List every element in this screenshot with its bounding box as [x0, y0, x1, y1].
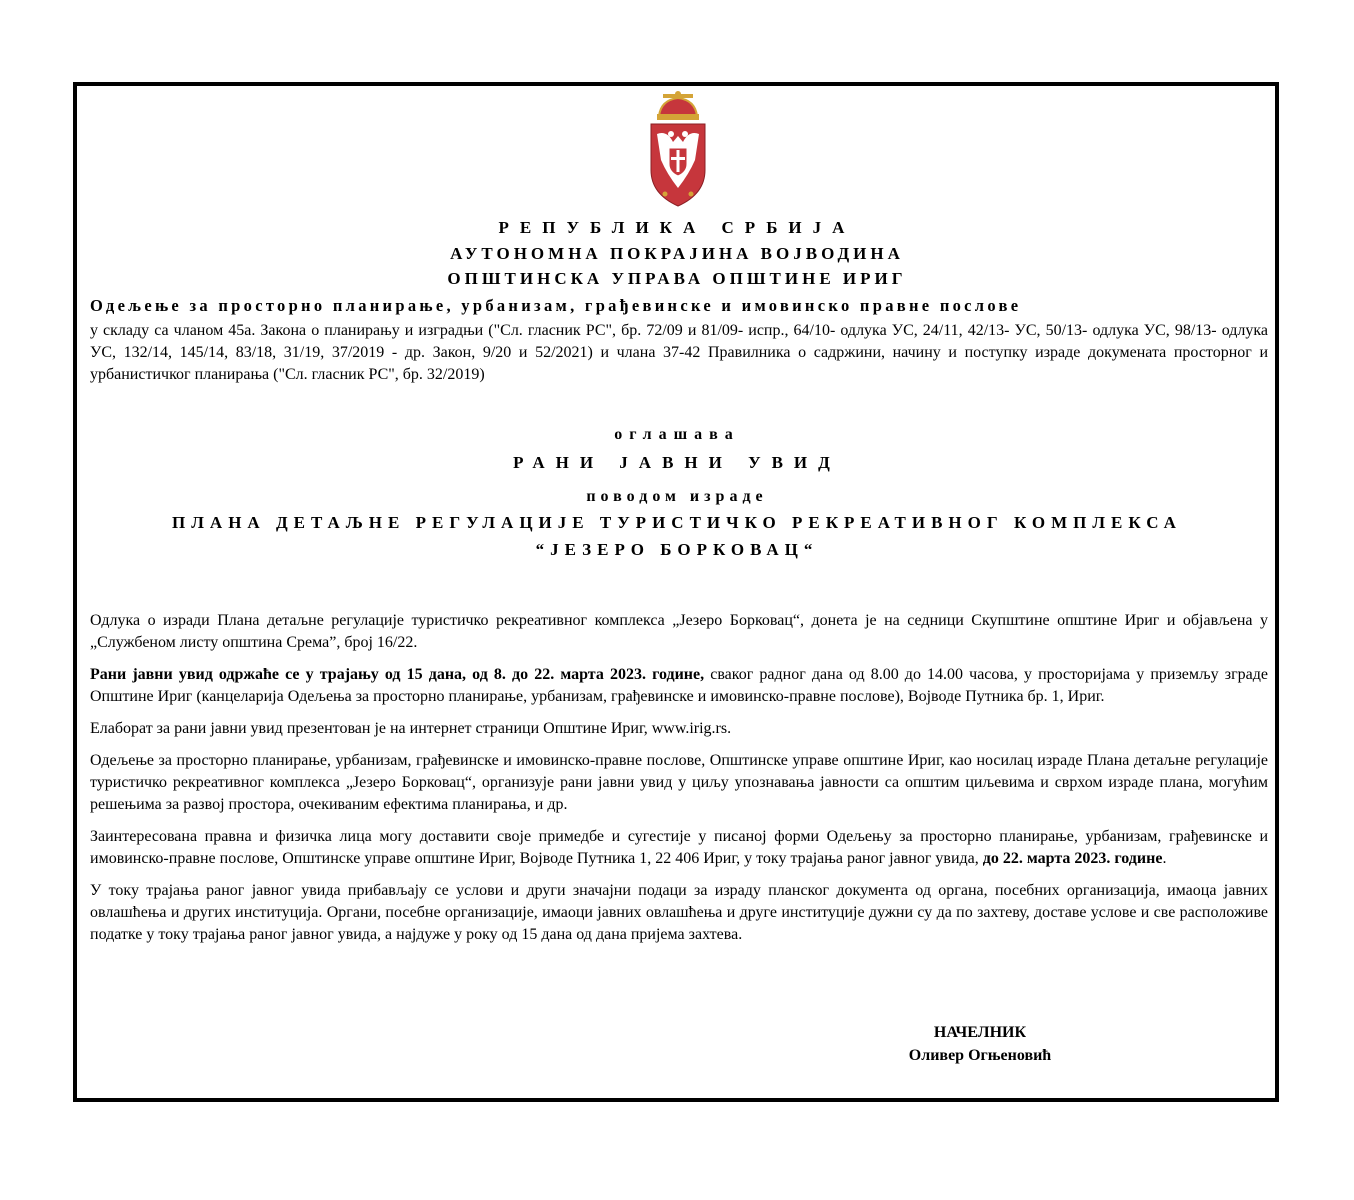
paragraph-conditions: У току трајања раног јавног увида прибављају се услови и други значајни подаци за израду планског документа од органа, посебних организација, имаоца јавних овлашћења и других институција. Органи, посебне организације, имаоци јавних овлашћења и друге институције дужни су да по захтеву, доставе услове и све расположиве податке у току трајања раног јавног увида, а најдуже у року од 15 дана од дана пријема захтева.: [90, 882, 1268, 943]
submissions-end: .: [1162, 850, 1167, 867]
header-republic: РЕПУБЛИКА СРБИЈА: [498, 218, 856, 237]
schedule-highlight: Рани јавни увид одржаће се у трајању од 15 дана, од 8. до 22. марта 2023. године,: [90, 666, 705, 683]
serbian-coat-of-arms-icon: [647, 90, 709, 212]
schedule-details: сваког радног дана од 8.00 до 14.00 часова, у просторијама у приземљу зграде Општине Ириг (канцеларија Одељења за просторно планирање, урбанизам, грађевинске и имовинско-правне послове), Војводе Путника бр. 1, Ириг.: [90, 666, 1269, 705]
announces-label: оглашава: [614, 426, 740, 443]
plan-name: “ЈЕЗЕРО БОРКОВАЦ“: [535, 540, 819, 559]
header-province: АУТОНОМНА ПОКРАЈИНА ВОЈВОДИНА: [450, 244, 904, 263]
paragraph-decision: Одлука о изради Плана детаљне регулације туристичко рекреативног комплекса „Језеро Борковац“, донета је на седници Скупштине општине Ириг и објављена у „Службеном листу општина Срема”, број 16/22.: [90, 612, 1268, 651]
deadline-highlight: до 22. марта 2023. године: [982, 850, 1163, 867]
announcement-title: РАНИ ЈАВНИ УВИД: [513, 453, 841, 472]
signature-name: Оливер Огњеновић: [908, 1047, 1052, 1064]
paragraph-organizer: Одељење за просторно планирање, урбанизам, грађевинске и имовинско-правне послове, Општинске управе општине Ириг, као носилац израде Плана детаљне регулације туристичко рекреативног комплекса „Језеро Борковац“, организује рани јавни увид у циљу упознавања јавности са општим циљевима и сврхом израде плана, могућим решењима за развој простора, очекиваним ефектима планирања, и др.: [90, 752, 1268, 813]
legal-basis-text: у складу са чланом 45а. Закона о планирању и изградњи ("Сл. гласник РС", бр. 72/09 и 81/09- испр., 64/10- одлука УС, 24/11, 42/13- УС, 50/13- одлука УС, 98/13- одлука УС, 132/14, 145/14, 83/18, 31/19, 37/2019 - др. Закон, 9/20 и 52/2021) и члана 37-42 Правилника о садржини, начину и поступку израде докумената просторног и урбанистичког планирања ("Сл. гласник РС", бр. 32/2019): [90, 322, 1268, 383]
document-body: [90, 610, 1268, 956]
paragraph-website: Елаборат за рани јавни увид презентован је на интернет страници Општине Ириг, www.irig.rs.: [90, 720, 732, 737]
signature-role: НАЧЕЛНИК: [933, 1024, 1027, 1041]
on-occasion-label: поводом израде: [586, 488, 768, 505]
plan-title: ПЛАНА ДЕТАЉНЕ РЕГУЛАЦИЈЕ ТУРИСТИЧКО РЕКРЕАТИВНОГ КОМПЛЕКСА: [172, 513, 1182, 532]
paragraph-schedule: [90, 664, 1268, 708]
paragraph-submissions: [90, 826, 1268, 870]
department-name: Одељење за просторно планирање, урбанизам, грађевинске и имовинско правне послове: [90, 296, 1022, 315]
header-municipality: ОПШТИНСКА УПРАВА ОПШТИНЕ ИРИГ: [447, 269, 907, 288]
submissions-text: Заинтересована правна и физичка лица могу доставити своје примедбе и сугестије у писаној форми Одељењу за просторно планирање, урбанизам, грађевинске и имовинско-правне послове, Општинске управе општине Ириг, Војводе Путника 1, 22 406 Ириг, у току трајања раног јавног увида,: [90, 828, 1268, 867]
